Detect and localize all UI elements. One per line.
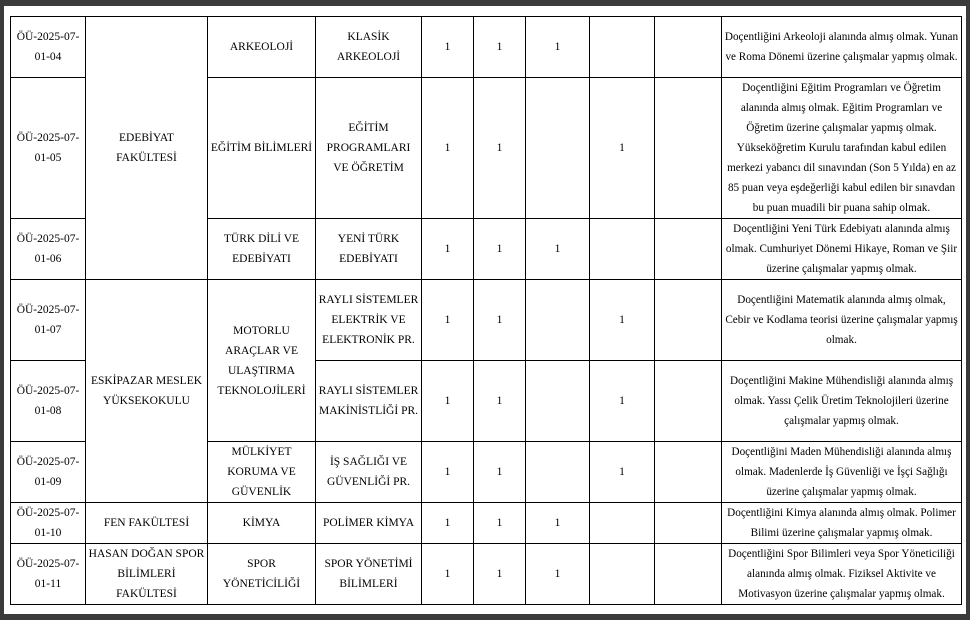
program-cell: RAYLI SİSTEMLER ELEKTRİK VE ELEKTRONİK PR.: [316, 280, 422, 361]
count-cell: [590, 219, 655, 280]
count-cell: 1: [422, 442, 474, 503]
position-code: ÖÜ-2025-07-01-06: [11, 219, 86, 280]
table-row: [11, 503, 962, 544]
count-cell: [655, 361, 722, 442]
unit-cell: ESKİPAZAR MESLEK YÜKSEKOKULU: [86, 280, 208, 503]
program-cell: RAYLI SİSTEMLER MAKİNİSTLİĞİ PR.: [316, 361, 422, 442]
count-cell: 1: [526, 17, 590, 78]
requirement-cell: Doçentliğini Eğitim Programları ve Öğretim alanında almış olmak. Eğitim Programları ve Öğretim üzerine çalışmalar yapmış olmak. Yükseköğretim Kurulu tarafından kabul edilen merkezi yabancı dil sınavından (Son 5 Yılda) en az 85 puan veya eşdeğerliği kabul edilen bir sınavdan bu puan muadili bir puana sahip olmak.: [722, 78, 962, 219]
program-cell: KLASİK ARKEOLOJİ: [316, 17, 422, 78]
position-code: ÖÜ-2025-07-01-07: [11, 280, 86, 361]
count-cell: 1: [474, 442, 526, 503]
count-cell: [526, 361, 590, 442]
count-cell: 1: [590, 442, 655, 503]
program-cell: SPOR YÖNETİMİ BİLİMLERİ: [316, 544, 422, 605]
department-cell: KİMYA: [208, 503, 316, 544]
count-cell: [655, 280, 722, 361]
position-code: ÖÜ-2025-07-01-10: [11, 503, 86, 544]
count-cell: [526, 442, 590, 503]
count-cell: [655, 544, 722, 605]
program-cell: YENİ TÜRK EDEBİYATI: [316, 219, 422, 280]
count-cell: 1: [474, 78, 526, 219]
requirement-cell: Doçentliğini Matematik alanında almış olmak, Cebir ve Kodlama teorisi üzerine çalışmalar yapmış olmak.: [722, 280, 962, 361]
count-cell: [590, 17, 655, 78]
department-cell: SPOR YÖNETİCİLİĞİ: [208, 544, 316, 605]
count-cell: 1: [474, 17, 526, 78]
department-cell: MOTORLU ARAÇLAR VE ULAŞTIRMA TEKNOLOJİLERİ: [208, 280, 316, 442]
count-cell: 1: [422, 219, 474, 280]
table-row: [11, 544, 962, 605]
department-cell: TÜRK DİLİ VE EDEBİYATI: [208, 219, 316, 280]
count-cell: 1: [474, 280, 526, 361]
count-cell: 1: [474, 361, 526, 442]
count-cell: 1: [422, 503, 474, 544]
program-cell: EĞİTİM PROGRAMLARI VE ÖĞRETİM: [316, 78, 422, 219]
requirement-cell: Doçentliğini Arkeoloji alanında almış olmak. Yunan ve Roma Dönemi üzerine çalışmalar yapmış olmak.: [722, 17, 962, 78]
count-cell: [526, 78, 590, 219]
position-code: ÖÜ-2025-07-01-11: [11, 544, 86, 605]
count-cell: [526, 280, 590, 361]
count-cell: 1: [422, 361, 474, 442]
department-cell: MÜLKİYET KORUMA VE GÜVENLİK: [208, 442, 316, 503]
requirement-cell: Doçentliğini Makine Mühendisliği alanında almış olmak. Yassı Çelik Üretim Teknolojileri üzerine çalışmalar yapmış olmak.: [722, 361, 962, 442]
table-row: [11, 280, 962, 361]
position-code: ÖÜ-2025-07-01-09: [11, 442, 86, 503]
program-cell: İŞ SAĞLIĞI VE GÜVENLİĞİ PR.: [316, 442, 422, 503]
count-cell: 1: [422, 17, 474, 78]
department-cell: ARKEOLOJİ: [208, 17, 316, 78]
count-cell: [655, 17, 722, 78]
count-cell: [590, 544, 655, 605]
count-cell: 1: [590, 280, 655, 361]
unit-cell: HASAN DOĞAN SPOR BİLİMLERİ FAKÜLTESİ: [86, 544, 208, 605]
requirement-cell: Doçentliğini Spor Bilimleri veya Spor Yöneticiliği alanında almış olmak. Fiziksel Aktivite ve Motivasyon üzerine çalışmalar yapmış olmak.: [722, 544, 962, 605]
requirement-cell: Doçentliğini Maden Mühendisliği alanında almış olmak. Madenlerde İş Güvenliği ve İşçi Sağlığı üzerine çalışmalar yapmış olmak.: [722, 442, 962, 503]
count-cell: [655, 78, 722, 219]
count-cell: [590, 503, 655, 544]
count-cell: 1: [422, 78, 474, 219]
department-cell: EĞİTİM BİLİMLERİ: [208, 78, 316, 219]
count-cell: [655, 219, 722, 280]
unit-cell: EDEBİYAT FAKÜLTESİ: [86, 17, 208, 280]
requirement-cell: Doçentliğini Yeni Türk Edebiyatı alanında almış olmak. Cumhuriyet Dönemi Hikaye, Roman ve Şiir üzerine çalışmalar yapmış olmak.: [722, 219, 962, 280]
count-cell: 1: [590, 361, 655, 442]
count-cell: 1: [474, 544, 526, 605]
count-cell: [655, 503, 722, 544]
count-cell: 1: [526, 219, 590, 280]
table-row: [11, 17, 962, 78]
count-cell: 1: [526, 503, 590, 544]
count-cell: [655, 442, 722, 503]
requirement-cell: Doçentliğini Kimya alanında almış olmak. Polimer Bilimi üzerine çalışmalar yapmış olmak.: [722, 503, 962, 544]
count-cell: 1: [526, 544, 590, 605]
position-code: ÖÜ-2025-07-01-08: [11, 361, 86, 442]
count-cell: 1: [422, 544, 474, 605]
count-cell: 1: [422, 280, 474, 361]
count-cell: 1: [474, 219, 526, 280]
unit-cell: FEN FAKÜLTESİ: [86, 503, 208, 544]
document-page: [4, 6, 966, 614]
program-cell: POLİMER KİMYA: [316, 503, 422, 544]
count-cell: 1: [590, 78, 655, 219]
count-cell: 1: [474, 503, 526, 544]
position-code: ÖÜ-2025-07-01-05: [11, 78, 86, 219]
positions-table: [10, 16, 962, 605]
position-code: ÖÜ-2025-07-01-04: [11, 17, 86, 78]
